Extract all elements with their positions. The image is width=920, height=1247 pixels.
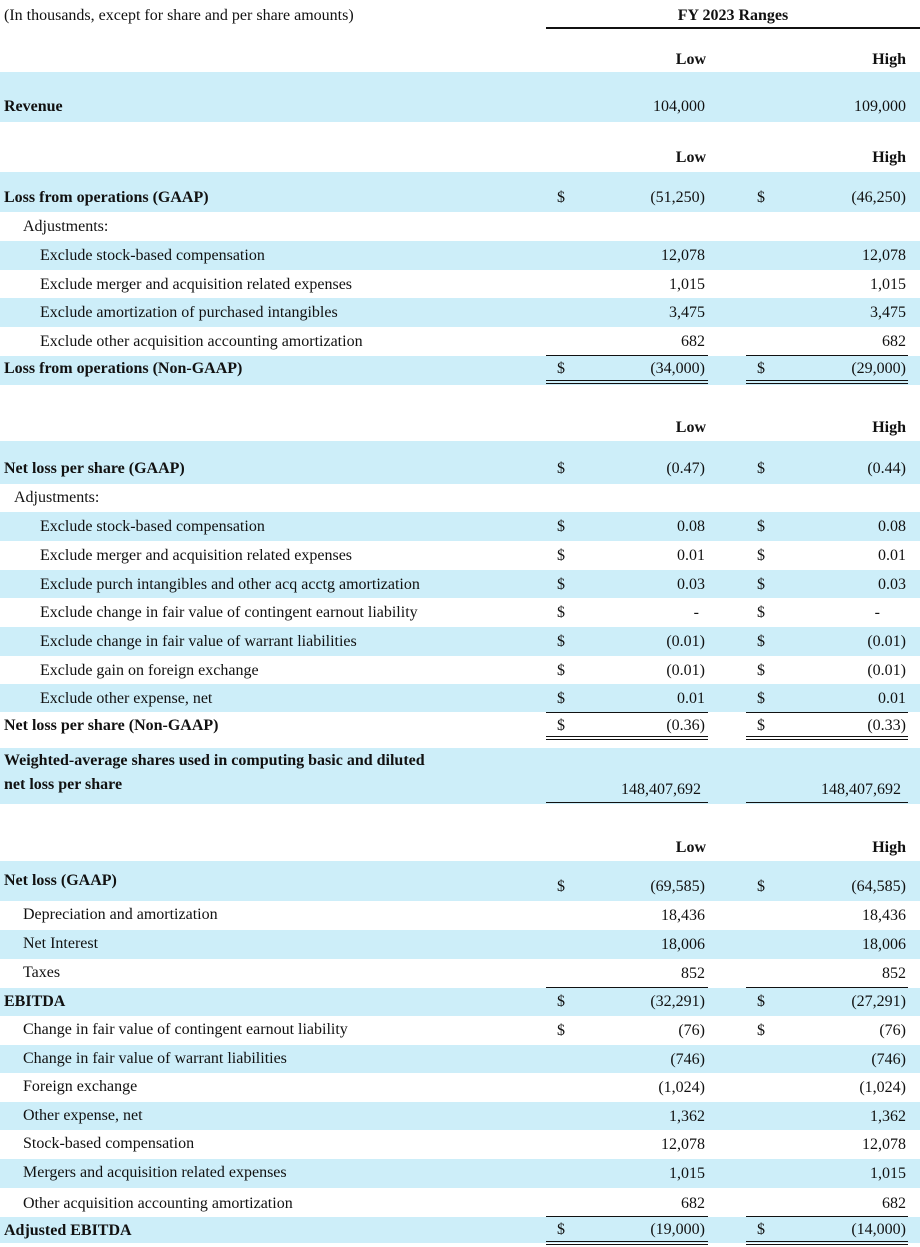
ops-item-high: 1,015	[870, 276, 906, 293]
eps-gaap-row	[0, 441, 920, 484]
currency-symbol: $	[557, 360, 565, 377]
ops-item-row	[0, 270, 920, 298]
ebitda-item-row	[0, 959, 920, 987]
eps-shares-row	[0, 748, 920, 804]
ops-item-high: 3,475	[870, 304, 906, 321]
ebitda-adj-row	[0, 1130, 920, 1159]
shares-rule	[546, 802, 708, 803]
currency-symbol: $	[757, 690, 765, 707]
ebitda-adj-low: 682	[681, 1195, 705, 1212]
ebitda-adj-high: 1,362	[870, 1108, 906, 1125]
currency-symbol: $	[757, 460, 765, 477]
eps-item-high: (0.01)	[867, 633, 906, 650]
currency-symbol: $	[757, 576, 765, 593]
eps-item-label: Exclude stock-based compensation	[40, 518, 265, 535]
col-header-high: High	[872, 149, 906, 166]
currency-symbol: $	[557, 993, 565, 1010]
ebitda-item-row	[0, 901, 920, 930]
eps-nongaap-label: Net loss per share (Non-GAAP)	[4, 717, 219, 734]
currency-symbol: $	[757, 189, 765, 206]
col-header-high: High	[872, 839, 906, 856]
currency-symbol: $	[557, 633, 565, 650]
currency-symbol: $	[557, 1022, 565, 1039]
col-header-low: Low	[675, 839, 706, 856]
currency-symbol: $	[557, 189, 565, 206]
total-double-rule	[746, 1241, 908, 1245]
currency-symbol: $	[557, 717, 565, 734]
shares-rule	[746, 802, 908, 803]
eps-item-row	[0, 684, 920, 712]
eps-item-label: Exclude gain on foreign exchange	[40, 662, 259, 679]
currency-symbol: $	[757, 360, 765, 377]
eps-item-high: (0.01)	[867, 662, 906, 679]
col-header-row	[0, 44, 920, 72]
eps-adjustments-label: Adjustments:	[14, 489, 100, 506]
ops-gaap-low: (51,250)	[650, 189, 705, 206]
ebitda-item-low: 18,006	[661, 936, 705, 953]
ops-item-row	[0, 327, 920, 355]
ops-item-low: 12,078	[661, 247, 705, 264]
ebitda-item-label: Net Interest	[23, 935, 99, 952]
eps-item-row	[0, 627, 920, 656]
ebitda-adj-row	[0, 1188, 920, 1216]
ebitda-total-high: (27,291)	[851, 993, 906, 1010]
ops-nongaap-high: (29,000)	[851, 360, 906, 377]
currency-symbol: $	[757, 662, 765, 679]
ebitda-adj-high: 12,078	[862, 1136, 906, 1153]
ebitda-item-high: 18,006	[862, 936, 906, 953]
ebitda-item-high: 18,436	[862, 907, 906, 924]
ebitda-adj-row	[0, 1073, 920, 1102]
eps-item-low: (0.01)	[666, 633, 705, 650]
range-title-rule	[546, 27, 920, 29]
eps-adjustments-row	[0, 484, 920, 512]
ops-item-row	[0, 298, 920, 327]
eps-gaap-high: (0.44)	[867, 460, 906, 477]
ebitda-adj-label: Other expense, net	[23, 1107, 143, 1124]
currency-symbol: $	[557, 604, 565, 621]
currency-symbol: $	[757, 993, 765, 1010]
ops-adjustments-row	[0, 212, 920, 241]
eps-item-low: -	[693, 604, 699, 621]
eps-item-high: -	[874, 604, 880, 621]
table-caption: (In thousands, except for share and per share amounts)	[4, 7, 354, 24]
ops-nongaap-label: Loss from operations (Non-GAAP)	[4, 360, 243, 377]
ebitda-adj-high: 682	[882, 1195, 906, 1212]
ebitda-item-low: 18,436	[661, 907, 705, 924]
eps-item-label: Exclude purch intangibles and other acq acctg amortization	[40, 576, 420, 593]
ops-gaap-high: (46,250)	[851, 189, 906, 206]
eps-item-row	[0, 656, 920, 684]
currency-symbol: $	[557, 518, 565, 535]
ebitda-total-low: (32,291)	[650, 993, 705, 1010]
ebitda-adj-row	[0, 1045, 920, 1073]
currency-symbol: $	[757, 547, 765, 564]
ops-gaap-row	[0, 172, 920, 212]
ebitda-item-low: 852	[681, 965, 705, 982]
ebitda-adj-low: (76)	[678, 1022, 705, 1039]
col-header-low: Low	[675, 419, 706, 436]
currency-symbol: $	[557, 547, 565, 564]
eps-item-label: Exclude change in fair value of contingent earnout liability	[40, 604, 418, 621]
ebitda-adj-low: 1,015	[669, 1165, 705, 1182]
ebitda-adj-low: 12,078	[661, 1136, 705, 1153]
ops-item-low: 1,015	[669, 276, 705, 293]
eps-item-row	[0, 512, 920, 541]
eps-item-low: 0.01	[677, 547, 705, 564]
ops-item-low: 682	[681, 333, 705, 350]
eps-shares-label-line2: net loss per share	[4, 776, 123, 793]
ebitda-total-row	[0, 988, 920, 1016]
ebitda-adj-label: Other acquisition accounting amortization	[23, 1195, 293, 1212]
total-double-rule	[746, 380, 908, 384]
col-header-low: Low	[675, 149, 706, 166]
eps-item-label: Exclude other expense, net	[40, 690, 213, 707]
ops-item-label: Exclude merger and acquisition related expenses	[40, 276, 353, 293]
ebitda-adj-label: Foreign exchange	[23, 1078, 138, 1095]
total-double-rule	[546, 1241, 708, 1245]
adjusted-ebitda-high: (14,000)	[851, 1221, 906, 1238]
currency-symbol: $	[757, 604, 765, 621]
currency-symbol: $	[757, 1221, 765, 1238]
revenue-high: 109,000	[854, 98, 906, 115]
currency-symbol: $	[557, 878, 565, 895]
ebitda-item-row	[0, 930, 920, 959]
total-double-rule	[546, 736, 708, 740]
eps-item-high: 0.03	[878, 576, 906, 593]
ebitda-adj-row	[0, 1016, 920, 1045]
ebitda-total-label: EBITDA	[4, 993, 66, 1010]
eps-item-high: 0.08	[878, 518, 906, 535]
eps-item-low: (0.01)	[666, 662, 705, 679]
adjusted-ebitda-label: Adjusted EBITDA	[4, 1222, 132, 1239]
ebitda-adj-high: (746)	[871, 1051, 906, 1068]
ebitda-item-label: Taxes	[23, 964, 61, 981]
currency-symbol: $	[557, 662, 565, 679]
eps-item-high: 0.01	[878, 690, 906, 707]
eps-shares-low: 148,407,692	[621, 781, 701, 798]
eps-item-row	[0, 541, 920, 570]
col-header-row	[0, 830, 920, 861]
eps-item-low: 0.08	[677, 518, 705, 535]
ebitda-adj-label: Change in fair value of warrant liabilities	[23, 1050, 287, 1067]
ebitda-adj-high: (76)	[879, 1022, 906, 1039]
range-title: FY 2023 Ranges	[677, 7, 789, 24]
col-header-low: Low	[675, 51, 706, 68]
revenue-row	[0, 72, 920, 122]
currency-symbol: $	[557, 576, 565, 593]
ebitda-netloss-high: (64,585)	[851, 878, 906, 895]
currency-symbol: $	[557, 460, 565, 477]
adjusted-ebitda-row	[0, 1217, 920, 1243]
currency-symbol: $	[557, 690, 565, 707]
eps-nongaap-low: (0.36)	[666, 717, 705, 734]
eps-gaap-low: (0.47)	[666, 460, 705, 477]
ebitda-netloss-label: Net loss (GAAP)	[4, 872, 117, 889]
currency-symbol: $	[557, 1221, 565, 1238]
ops-item-label: Exclude amortization of purchased intangibles	[40, 304, 338, 321]
ebitda-adj-row	[0, 1159, 920, 1188]
eps-gaap-label: Net loss per share (GAAP)	[4, 460, 185, 477]
ebitda-item-label: Depreciation and amortization	[23, 906, 218, 923]
eps-shares-label-line1: Weighted-average shares used in computing basic and diluted	[4, 752, 425, 769]
ebitda-adj-low: 1,362	[669, 1108, 705, 1125]
eps-item-row	[0, 598, 920, 627]
ebitda-netloss-low: (69,585)	[650, 878, 705, 895]
currency-symbol: $	[757, 1022, 765, 1039]
ops-nongaap-low: (34,000)	[650, 360, 705, 377]
ops-adjustments-label: Adjustments:	[23, 218, 109, 235]
revenue-label: Revenue	[4, 98, 63, 115]
ops-item-high: 682	[882, 333, 906, 350]
eps-item-high: 0.01	[878, 547, 906, 564]
col-header-row	[0, 140, 920, 172]
ebitda-adj-low: (746)	[670, 1051, 705, 1068]
revenue-low: 104,000	[653, 98, 705, 115]
total-double-rule	[546, 380, 708, 384]
eps-nongaap-high: (0.33)	[867, 717, 906, 734]
ops-gaap-label: Loss from operations (GAAP)	[4, 189, 209, 206]
currency-symbol: $	[757, 518, 765, 535]
ebitda-adj-label: Stock-based compensation	[23, 1135, 195, 1152]
currency-symbol: $	[757, 633, 765, 650]
eps-item-label: Exclude change in fair value of warrant liabilities	[40, 633, 357, 650]
ebitda-adj-high: 1,015	[870, 1165, 906, 1182]
ebitda-item-high: 852	[882, 965, 906, 982]
currency-symbol: $	[757, 878, 765, 895]
col-header-row	[0, 410, 920, 441]
ebitda-adj-row	[0, 1102, 920, 1130]
ebitda-adj-low: (1,024)	[658, 1079, 705, 1096]
eps-item-row	[0, 570, 920, 598]
col-header-high: High	[872, 419, 906, 436]
ops-item-label: Exclude other acquisition accounting amortization	[40, 333, 363, 350]
ebitda-adj-label: Change in fair value of contingent earnout liability	[23, 1021, 348, 1038]
currency-symbol: $	[757, 717, 765, 734]
ops-item-high: 12,078	[862, 247, 906, 264]
ebitda-netloss-row	[0, 861, 920, 901]
adjusted-ebitda-low: (19,000)	[650, 1221, 705, 1238]
total-double-rule	[746, 736, 908, 740]
ops-item-label: Exclude stock-based compensation	[40, 247, 265, 264]
ebitda-adj-label: Mergers and acquisition related expenses	[23, 1164, 287, 1181]
ebitda-adj-high: (1,024)	[859, 1079, 906, 1096]
eps-item-label: Exclude merger and acquisition related expenses	[40, 547, 353, 564]
eps-item-low: 0.01	[677, 690, 705, 707]
col-header-high: High	[872, 51, 906, 68]
ops-item-low: 3,475	[669, 304, 705, 321]
ops-item-row	[0, 241, 920, 270]
eps-shares-high: 148,407,692	[821, 781, 901, 798]
eps-item-low: 0.03	[677, 576, 705, 593]
